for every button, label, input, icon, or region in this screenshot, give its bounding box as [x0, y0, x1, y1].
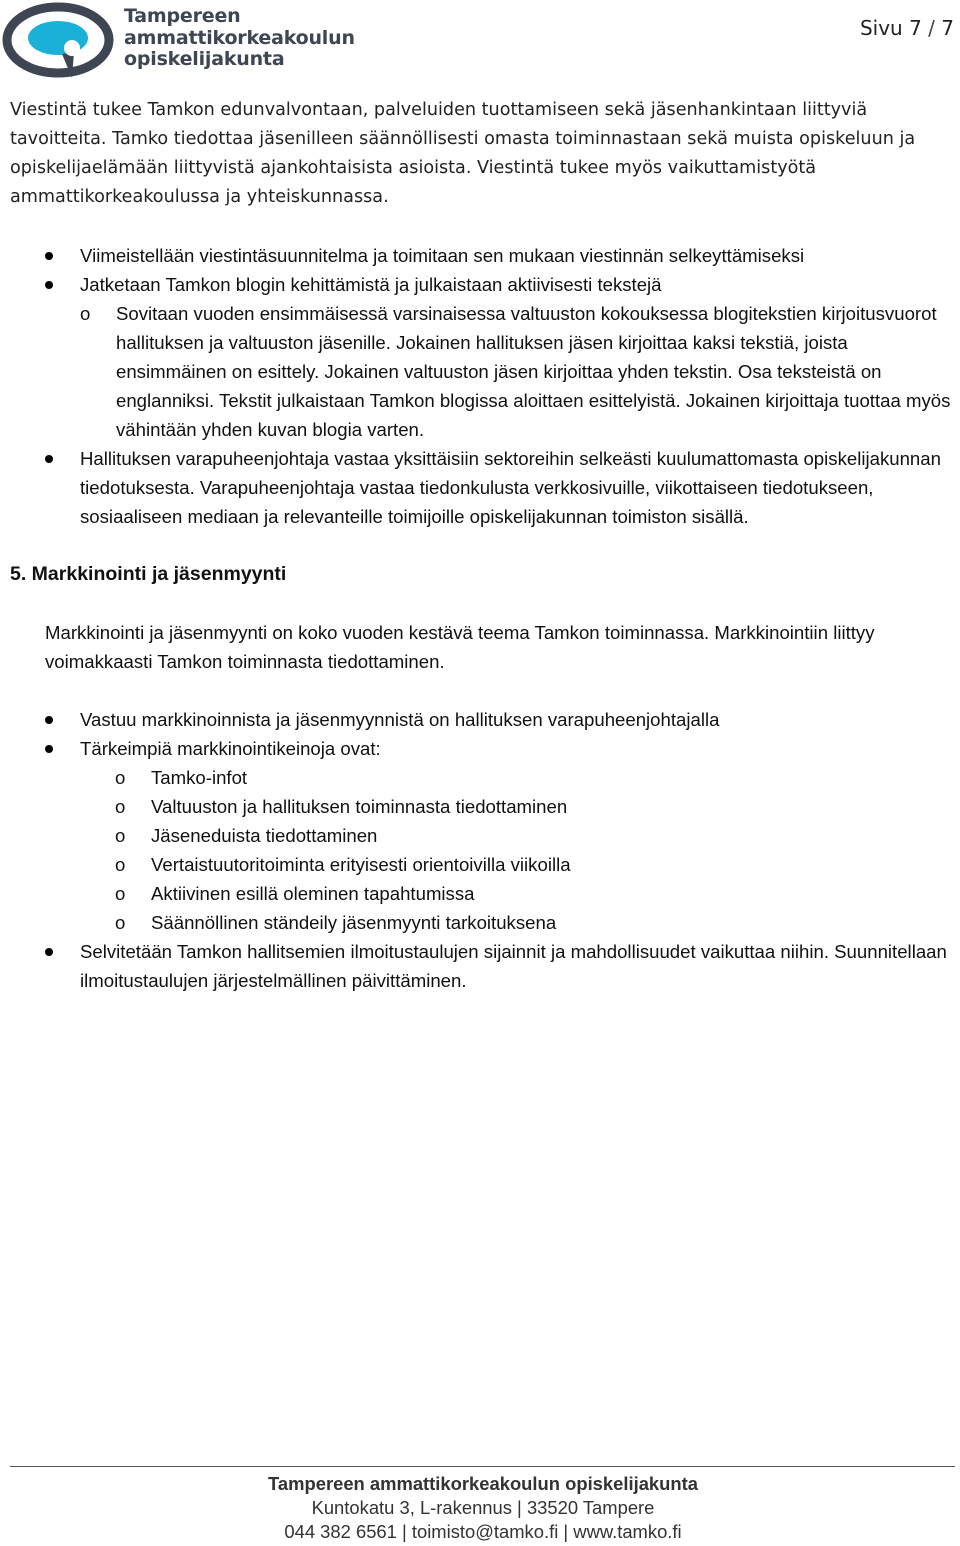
sub-bullet-icon: o	[115, 912, 126, 933]
sub-list-item-text: Sovitaan vuoden ensimmäisessä varsinaisessa valtuuston kokouksessa blogitekstien kirjoitusvuorot hallituksen ja valtuuston jäsenille. Jokainen hallituksen jäsen kirjoittaa kaksi tekstiä, joista ensimmäinen on esittely. Jokainen valtuuston jäsen kirjoittaa yhden tekstin. Osa teksteistä on englanniksi. Tekstit julkaistaan Tamkon blogissa aloittaen esittelyistä. Jokainen kirjoittaja tuottaa myös vähintään yhden kuvan blogia varten.	[116, 303, 951, 440]
page-header	[0, 0, 960, 80]
bullet-icon	[45, 716, 53, 724]
sub-bullet-icon: o	[115, 796, 126, 817]
marketing-list	[0, 705, 960, 995]
bullet-icon	[45, 948, 53, 956]
sub-list-item	[80, 763, 954, 792]
bullet-icon	[45, 252, 53, 260]
intro-paragraph: Viestintä tukee Tamkon edunvalvontaan, palveluiden tuottamiseen sekä jäsenhankintaan liittyviä tavoitteita. Tamko tiedottaa jäsenilleen säännöllisesti omasta toiminnastaan sekä muista opiskeluun ja opiskelijaelämään liittyvistä ajankohtaisista asioista. Viestintä tukee myös vaikuttamistyötä ammattikorkeakoulussa ja yhteiskunnassa.	[10, 100, 916, 207]
logo-line: Tampereen	[124, 5, 241, 27]
list-item	[0, 734, 960, 937]
sub-list	[80, 763, 954, 937]
list-item-text: Jatketaan Tamkon blogin kehittämistä ja julkaistaan aktiivisesti tekstejä	[80, 274, 662, 295]
sub-list-item	[80, 821, 954, 850]
logo-line: ammattikorkeakoulun	[124, 26, 355, 49]
list-item-text: Hallituksen varapuheenjohtaja vastaa yksittäisiin sektoreihin selkeästi kuulumattomasta opiskelijakunnan tiedotuksesta. Varapuheenjohtaja vastaa tiedonkulusta verkkosivuille, viikottaiseen tiedotukseen, sosiaaliseen mediaan ja relevanteille toimijoille opiskelijakunnan toimiston sisällä.	[80, 448, 941, 527]
page-current: 7	[909, 16, 922, 40]
sub-list-item	[80, 299, 954, 444]
list-item	[0, 444, 960, 531]
page-footer	[0, 1472, 960, 1544]
list-item-text: Vastuu markkinoinnista ja jäsenmyynnistä on hallituksen varapuheenjohtajalla	[80, 709, 720, 730]
sub-list-item-text: Jäseneduista tiedottaminen	[151, 825, 378, 846]
list-item	[0, 937, 960, 995]
sub-bullet-icon: o	[115, 883, 126, 904]
sub-list-item	[80, 850, 954, 879]
section-heading: 5. Markkinointi ja jäsenmyynti	[10, 563, 287, 585]
logo-line: opiskelijakunta	[124, 48, 285, 70]
sub-list-item	[80, 908, 954, 937]
sub-list-item-text: Vertaistuutoritoiminta erityisesti orientoivilla viikoilla	[151, 854, 571, 875]
page-content	[0, 96, 960, 995]
communication-list	[0, 241, 960, 531]
footer-address: Kuntokatu 3, L-rakennus | 33520 Tampere	[311, 1497, 655, 1518]
sub-bullet-icon: o	[115, 767, 126, 788]
logo-wordmark	[124, 6, 355, 71]
page-number	[860, 16, 954, 40]
page-total: 7	[941, 16, 954, 40]
section-paragraph: Markkinointi ja jäsenmyynti on koko vuoden kestävä teema Tamkon toiminnassa. Markkinointiin liittyy voimakkaasti Tamkon toiminnasta tiedottaminen.	[45, 622, 875, 672]
sub-list-item	[80, 792, 954, 821]
list-item	[0, 270, 960, 444]
page-label: Sivu	[859, 16, 903, 40]
tamko-logo-icon	[2, 2, 114, 80]
list-item	[0, 241, 960, 270]
sub-bullet-icon: o	[80, 303, 91, 324]
sub-bullet-icon: o	[115, 825, 126, 846]
list-item	[0, 705, 960, 734]
sub-bullet-icon: o	[115, 854, 126, 875]
list-item-text: Viimeistellään viestintäsuunnitelma ja toimitaan sen mukaan viestinnän selkeyttämiseksi	[80, 245, 805, 266]
sub-list-item-text: Säännöllinen ständeily jäsenmyynti tarkoituksena	[151, 912, 557, 933]
sub-list-item-text: Tamko-infot	[151, 767, 248, 788]
page-separator: /	[928, 16, 935, 40]
list-item-text: Tärkeimpiä markkinointikeinoja ovat:	[80, 738, 381, 759]
sub-list-item-text: Aktiivinen esillä oleminen tapahtumissa	[151, 883, 475, 904]
bullet-icon	[45, 745, 53, 753]
sub-list-item	[80, 879, 954, 908]
sub-list	[80, 299, 954, 444]
bullet-icon	[45, 281, 53, 289]
footer-org-name: Tampereen ammattikorkeakoulun opiskelijakunta	[268, 1473, 698, 1494]
footer-contact: 044 382 6561 | toimisto@tamko.fi | www.tamko.fi	[284, 1521, 682, 1542]
list-item-text: Selvitetään Tamkon hallitsemien ilmoitustaulujen sijainnit ja mahdollisuudet vaikuttaa niihin. Suunnitellaan ilmoitustaulujen järjestelmällinen päivittäminen.	[80, 941, 947, 991]
footer-divider	[10, 1466, 955, 1467]
bullet-icon	[45, 455, 53, 463]
sub-list-item-text: Valtuuston ja hallituksen toiminnasta tiedottaminen	[151, 796, 568, 817]
